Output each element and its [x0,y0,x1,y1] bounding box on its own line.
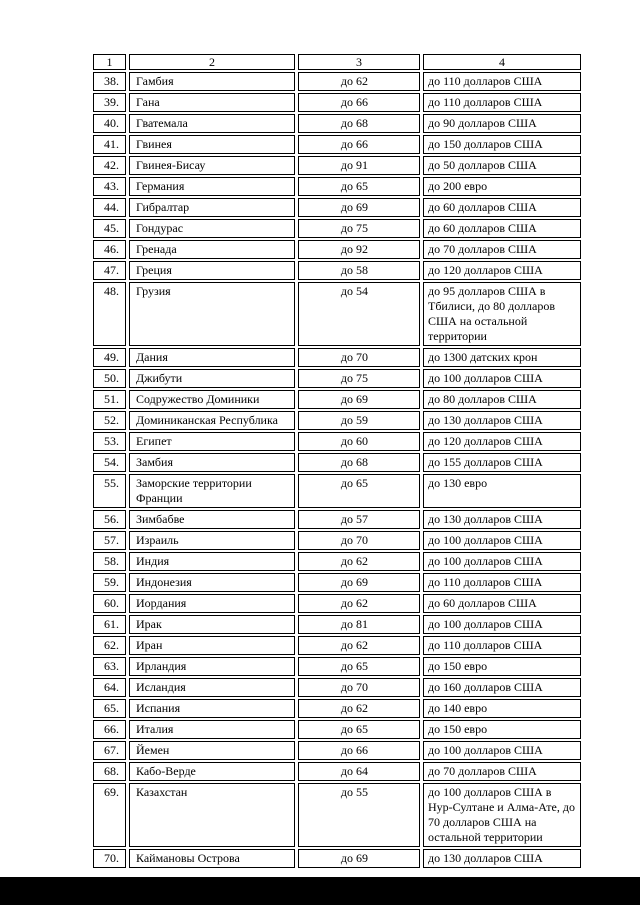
row-number: 65. [93,699,126,718]
table-row [93,741,581,760]
table-row [93,699,581,718]
term-cell: до 65 [298,177,420,196]
country-cell: Замбия [129,453,295,472]
amount-cell: до 50 долларов США [423,156,581,175]
term-cell: до 62 [298,636,420,655]
row-number: 59. [93,573,126,592]
table-row [93,720,581,739]
country-cell: Египет [129,432,295,451]
scan-bottom-edge [0,877,640,905]
row-number: 50. [93,369,126,388]
country-cell: Заморские территории Франции [129,474,295,508]
country-cell: Германия [129,177,295,196]
table-row [93,615,581,634]
row-number: 53. [93,432,126,451]
country-cell: Гвинея-Бисау [129,156,295,175]
row-number: 64. [93,678,126,697]
term-cell: до 65 [298,657,420,676]
table-row [93,135,581,154]
table-row [93,156,581,175]
amount-cell: до 100 долларов США [423,369,581,388]
row-number: 42. [93,156,126,175]
country-cell: Кабо-Верде [129,762,295,781]
row-number: 69. [93,783,126,847]
row-number: 40. [93,114,126,133]
document-table-container [93,52,584,870]
row-number: 55. [93,474,126,508]
amount-cell: до 140 евро [423,699,581,718]
amount-cell: до 110 долларов США [423,573,581,592]
row-number: 56. [93,510,126,529]
country-cell: Индонезия [129,573,295,592]
country-cell: Каймановы Острова [129,849,295,868]
table-row [93,573,581,592]
term-cell: до 64 [298,762,420,781]
table-row [93,369,581,388]
country-cell: Гана [129,93,295,112]
term-cell: до 92 [298,240,420,259]
table-row [93,219,581,238]
amount-cell: до 70 долларов США [423,762,581,781]
column-header-4: 4 [423,54,581,70]
table-body [93,72,581,868]
country-cell: Йемен [129,741,295,760]
row-number: 38. [93,72,126,91]
country-cell: Казахстан [129,783,295,847]
row-number: 52. [93,411,126,430]
country-cell: Грузия [129,282,295,346]
table-row [93,72,581,91]
table-row [93,636,581,655]
country-cell: Ирландия [129,657,295,676]
country-cell: Греция [129,261,295,280]
row-number: 48. [93,282,126,346]
amount-cell: до 200 евро [423,177,581,196]
term-cell: до 69 [298,573,420,592]
row-number: 46. [93,240,126,259]
row-number: 49. [93,348,126,367]
term-cell: до 60 [298,432,420,451]
table-row [93,453,581,472]
row-number: 44. [93,198,126,217]
term-cell: до 58 [298,261,420,280]
country-cell: Зимбабве [129,510,295,529]
column-header-1: 1 [93,54,126,70]
term-cell: до 59 [298,411,420,430]
amount-cell: до 150 евро [423,657,581,676]
amount-cell: до 100 долларов США [423,615,581,634]
row-number: 54. [93,453,126,472]
amount-cell: до 70 долларов США [423,240,581,259]
term-cell: до 55 [298,783,420,847]
amount-cell: до 150 долларов США [423,135,581,154]
term-cell: до 66 [298,93,420,112]
country-cell: Иордания [129,594,295,613]
table-row [93,552,581,571]
amount-cell: до 95 долларов США в Тбилиси, до 80 долларов США на остальной территории [423,282,581,346]
column-header-2: 2 [129,54,295,70]
table-row [93,240,581,259]
table-row [93,762,581,781]
row-number: 43. [93,177,126,196]
country-cell: Ирак [129,615,295,634]
country-cell: Гибралтар [129,198,295,217]
row-number: 60. [93,594,126,613]
row-number: 61. [93,615,126,634]
country-cell: Гондурас [129,219,295,238]
row-number: 62. [93,636,126,655]
term-cell: до 62 [298,699,420,718]
row-number: 51. [93,390,126,409]
amount-cell: до 110 долларов США [423,636,581,655]
amount-cell: до 110 долларов США [423,93,581,112]
country-cell: Гватемала [129,114,295,133]
table-row [93,594,581,613]
term-cell: до 69 [298,198,420,217]
term-cell: до 62 [298,594,420,613]
term-cell: до 75 [298,369,420,388]
rates-table [90,52,584,870]
row-number: 66. [93,720,126,739]
term-cell: до 69 [298,849,420,868]
country-cell: Доминиканская Республика [129,411,295,430]
term-cell: до 70 [298,348,420,367]
country-cell: Гвинея [129,135,295,154]
row-number: 70. [93,849,126,868]
country-cell: Исландия [129,678,295,697]
amount-cell: до 1300 датских крон [423,348,581,367]
amount-cell: до 110 долларов США [423,72,581,91]
table-row [93,474,581,508]
country-cell: Италия [129,720,295,739]
table-row [93,411,581,430]
amount-cell: до 155 долларов США [423,453,581,472]
term-cell: до 68 [298,453,420,472]
term-cell: до 75 [298,219,420,238]
row-number: 45. [93,219,126,238]
table-row [93,177,581,196]
country-cell: Иран [129,636,295,655]
term-cell: до 81 [298,615,420,634]
country-cell: Индия [129,552,295,571]
term-cell: до 69 [298,390,420,409]
term-cell: до 66 [298,135,420,154]
amount-cell: до 130 долларов США [423,510,581,529]
amount-cell: до 60 долларов США [423,219,581,238]
country-cell: Гамбия [129,72,295,91]
row-number: 58. [93,552,126,571]
row-number: 47. [93,261,126,280]
term-cell: до 70 [298,531,420,550]
amount-cell: до 100 долларов США [423,741,581,760]
row-number: 68. [93,762,126,781]
table-row [93,114,581,133]
term-cell: до 66 [298,741,420,760]
country-cell: Испания [129,699,295,718]
row-number: 57. [93,531,126,550]
term-cell: до 65 [298,720,420,739]
table-row [93,432,581,451]
term-cell: до 91 [298,156,420,175]
amount-cell: до 120 долларов США [423,261,581,280]
table-row [93,657,581,676]
table-header-row [93,54,581,70]
table-row [93,678,581,697]
amount-cell: до 130 долларов США [423,849,581,868]
amount-cell: до 120 долларов США [423,432,581,451]
table-row [93,783,581,847]
amount-cell: до 100 долларов США [423,531,581,550]
table-row [93,531,581,550]
country-cell: Джибути [129,369,295,388]
country-cell: Дания [129,348,295,367]
term-cell: до 68 [298,114,420,133]
table-row [93,282,581,346]
amount-cell: до 160 долларов США [423,678,581,697]
term-cell: до 62 [298,552,420,571]
amount-cell: до 100 долларов США [423,552,581,571]
amount-cell: до 80 долларов США [423,390,581,409]
term-cell: до 57 [298,510,420,529]
amount-cell: до 130 евро [423,474,581,508]
table-row [93,510,581,529]
table-row [93,198,581,217]
amount-cell: до 130 долларов США [423,411,581,430]
term-cell: до 65 [298,474,420,508]
row-number: 39. [93,93,126,112]
row-number: 41. [93,135,126,154]
table-row [93,93,581,112]
row-number: 67. [93,741,126,760]
table-row [93,390,581,409]
term-cell: до 62 [298,72,420,91]
term-cell: до 70 [298,678,420,697]
column-header-3: 3 [298,54,420,70]
amount-cell: до 60 долларов США [423,594,581,613]
amount-cell: до 90 долларов США [423,114,581,133]
amount-cell: до 60 долларов США [423,198,581,217]
table-row [93,348,581,367]
row-number: 63. [93,657,126,676]
table-row [93,261,581,280]
term-cell: до 54 [298,282,420,346]
amount-cell: до 100 долларов США в Нур-Султане и Алма-Ате, до 70 долларов США на остальной территории [423,783,581,847]
table-row [93,849,581,868]
country-cell: Содружество Доминики [129,390,295,409]
country-cell: Гренада [129,240,295,259]
amount-cell: до 150 евро [423,720,581,739]
country-cell: Израиль [129,531,295,550]
